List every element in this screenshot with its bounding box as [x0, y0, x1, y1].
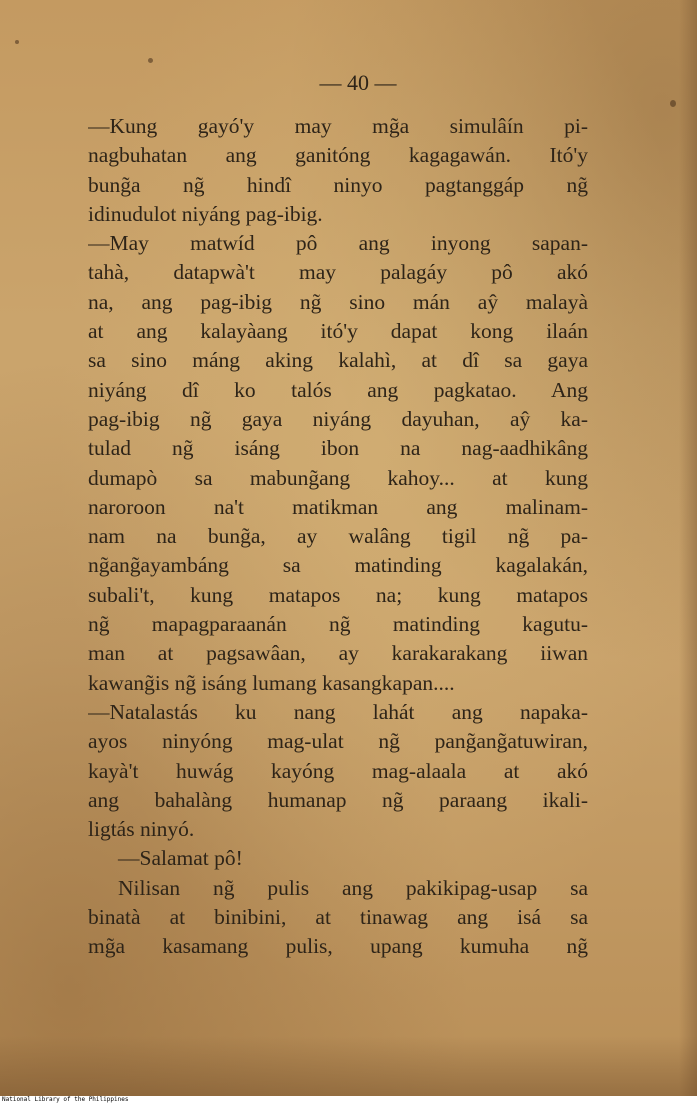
page-edge-shadow [679, 0, 697, 1096]
text-line: ng̃ang̃ayambáng sa matinding kagalakán, [88, 553, 588, 578]
text-line: sa sino máng aking kalahì, at dî sa gaya [88, 348, 588, 373]
text-line: ligtás ninyó. [88, 817, 195, 842]
text-line: nam na bung̃a, ay walâng tigil ng̃ pa- [88, 524, 588, 549]
library-credit: National Library of the Philippines [2, 1096, 129, 1103]
page-bottom-shadow [0, 1036, 697, 1096]
text-line: na, ang pag-ibig ng̃ sino mán aŷ malayà [88, 289, 588, 314]
text-line: binatà at binibini, at tinawag ang isá sa [88, 905, 588, 930]
text-line: tahà, datapwà't may palagáy pô akó [88, 260, 588, 285]
text-line: bung̃a ng̃ hindî ninyo pagtanggáp ng̃ [88, 172, 588, 197]
text-line: man at pagsawâan, ay karakarakang iiwan [88, 641, 588, 666]
text-line: ang bahalàng humanap ng̃ paraang ikali- [88, 787, 588, 812]
text-line: —Natalastás ku nang lahát ang napaka- [88, 699, 588, 724]
text-line: pag-ibig ng̃ gaya niyáng dayuhan, aŷ ka- [88, 406, 588, 431]
ink-speck [15, 40, 19, 44]
text-line: ayos ninyóng mag-ulat ng̃ pang̃ang̃atuwiran, [88, 729, 588, 754]
text-line: tulad ng̃ isáng ibon na nag-aadhikâng [88, 436, 588, 461]
text-line: naroroon na't matikman ang malinam- [88, 494, 588, 519]
text-line: subali't, kung matapos na; kung matapos [88, 582, 588, 607]
text-line: —May matwíd pô ang inyong sapan- [88, 231, 588, 256]
text-line: kayà't huwág kayóng mag-alaala at akó [88, 758, 588, 783]
text-line: dumapò sa mabung̃ang kahoy... at kung [88, 465, 588, 490]
text-line: nagbuhatan ang ganitóng kagagawán. Itó'y [88, 143, 588, 168]
page-number: — 40 — [319, 70, 397, 95]
text-line: —Salamat pô! [118, 846, 243, 871]
text-line: mg̃a kasamang pulis, upang kumuha ng̃ [88, 934, 588, 959]
text-line: ng̃ mapagparaanán ng̃ matinding kagutu- [88, 612, 588, 637]
text-line: Nilisan ng̃ pulis ang pakikipag-usap sa [118, 875, 588, 900]
text-line: at ang kalayàang itó'y dapat kong ilaán [88, 319, 588, 344]
page-text [88, 68, 588, 962]
text-line: kawang̃is ng̃ isáng lumang kasangkapan.... [88, 670, 455, 695]
ink-speck [148, 58, 153, 63]
text-line: idinudulot niyáng pag-ibig. [88, 201, 323, 226]
text-line: niyáng dî ko talós ang pagkatao. Ang [88, 377, 588, 402]
ink-speck [670, 100, 676, 107]
text-lines [88, 112, 588, 962]
text-line: —Kung gayó'y may mg̃a simulâín pi- [88, 114, 588, 138]
